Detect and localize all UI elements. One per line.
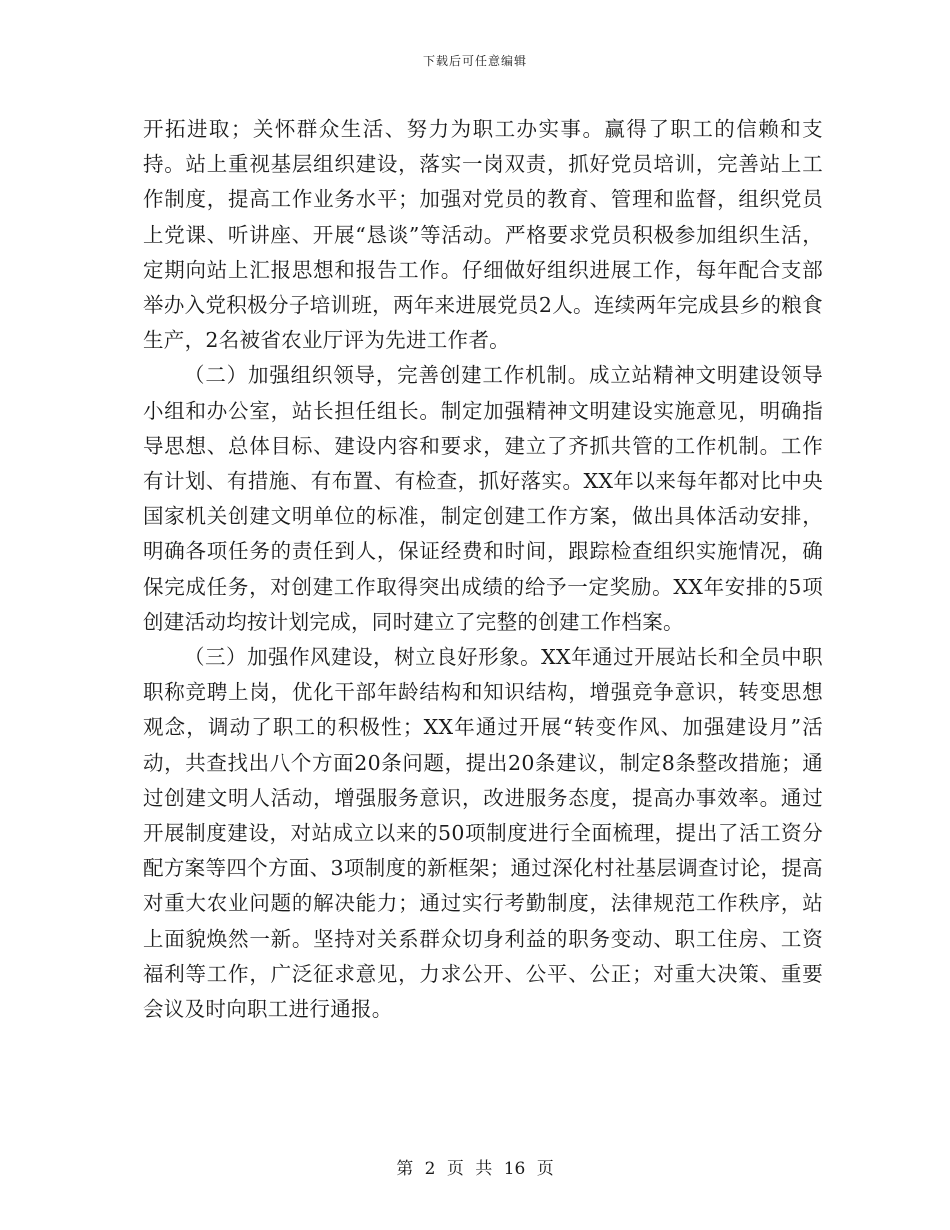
paragraph-continued: 开拓进取；关怀群众生活、努力为职工办实事。赢得了职工的信赖和支持。站上重视基层组织建设，落实一岗双责，抓好党员培训，完善站上工作制度，提高工作业务水平；加强对党员的教育、管理和监督，组织党员上党课、听讲座、开展“恳谈”等活动。严格要求党员积极参加组织生活，定期向站上汇报思想和报告工作。仔细做好组织进展工作，每年配合支部举办入党积极分子培训班，两年来进展党员2人。连续两年完成县乡的粮食生产，2名被省农业厅评为先进工作者。 xyxy=(143,117,823,353)
document-body xyxy=(143,112,823,1027)
paragraph-section-3: （三）加强作风建设，树立良好形象。XX年通过开展站长和全员中职职称竞聘上岗，优化干部年龄结构和知识结构，增强竞争意识，转变思想观念，调动了职工的积极性；XX年通过开展“转变作风、加强建设月”活动，共查找出八个方面20条问题，提出20条建议，制定8条整改措施；通过创建文明人活动，增强服务意识，改进服务态度，提高办事效率。通过开展制度建设，对站成立以来的50项制度进行全面梳理，提出了活工资分配方案等四个方面、3项制度的新框架；通过深化村社基层调查讨论，提高对重大农业问题的解决能力；通过实行考勤制度，法律规范工作秩序，站上面貌焕然一新。坚持对关系群众切身利益的职务变动、职工住房、工资福利等工作，广泛征求意见，力求公开、公平、公正；对重大决策、重要会议及时向职工进行通报。 xyxy=(143,645,823,1022)
paragraph-section-2: （二）加强组织领导，完善创建工作机制。成立站精神文明建设领导小组和办公室，站长担任组长。制定加强精神文明建设实施意见，明确指导思想、总体目标、建设内容和要求，建立了齐抓共管的工作机制。工作有计划、有措施、有布置、有检查，抓好落实。XX年以来每年都对比中央国家机关创建文明单位的标准，制定创建工作方案，做出具体活动安排，明确各项任务的责任到人，保证经费和时间，跟踪检查组织实施情况，确保完成任务，对创建工作取得突出成绩的给予一定奖励。XX年安排的5项创建活动均按计划完成，同时建立了完整的创建工作档案。 xyxy=(143,363,823,634)
page-header-note: 下载后可任意编辑 xyxy=(422,54,527,68)
page-number-footer: 第 2 页 共 16 页 xyxy=(396,1159,554,1179)
